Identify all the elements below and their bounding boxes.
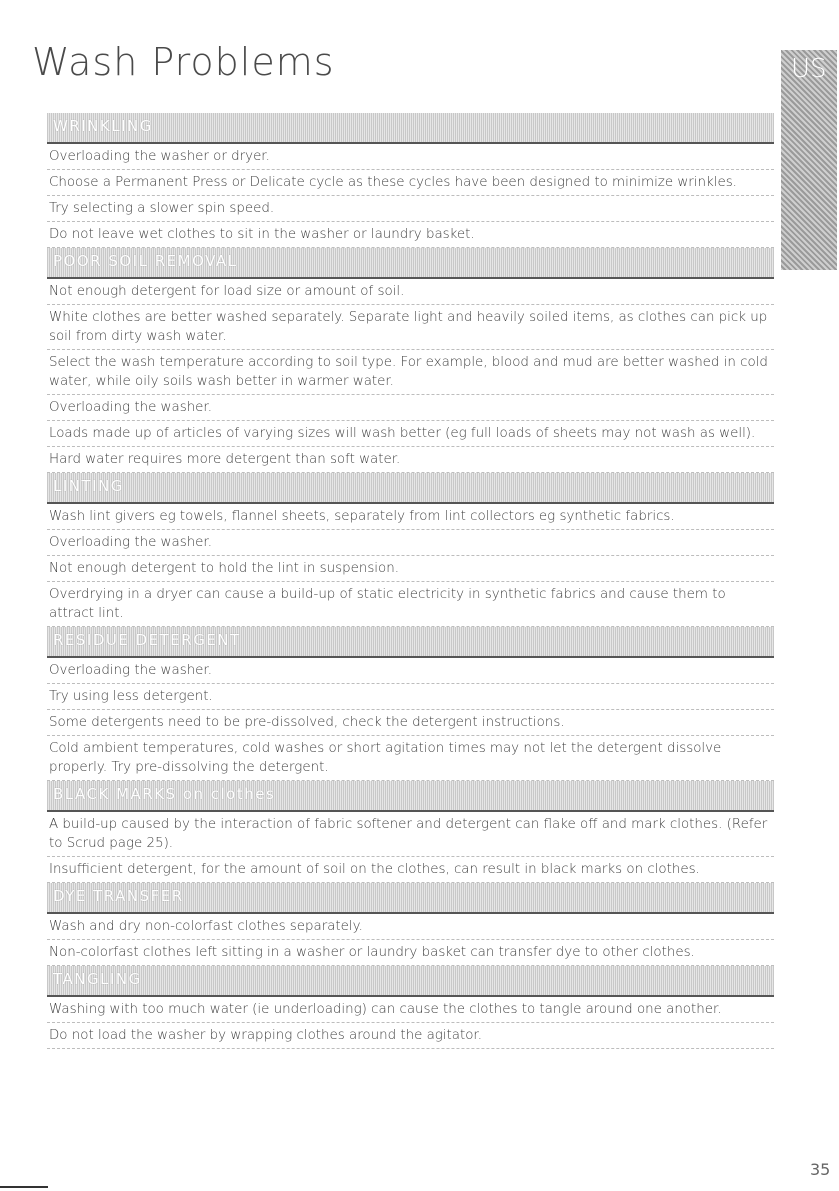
section-heading-label: DYE TRANSFER: [53, 887, 184, 905]
region-tab: [781, 50, 837, 270]
section-heading: [47, 473, 774, 504]
section-heading: [47, 113, 774, 144]
problem-item: Try selecting a slower spin speed.: [47, 196, 774, 222]
problem-item: Overloading the washer.: [47, 658, 774, 684]
problem-item: Washing with too much water (ie underloading) can cause the clothes to tangle around one another.: [47, 997, 774, 1023]
section-heading-label: BLACK MARKS on clothes: [53, 785, 276, 803]
region-tab-label: US: [791, 54, 827, 84]
problem-item: Do not load the washer by wrapping clothes around the agitator.: [47, 1023, 774, 1049]
problem-list: [47, 113, 774, 1049]
section-heading: [47, 966, 774, 997]
problem-item: Insufficient detergent, for the amount of soil on the clothes, can result in black marks on clothes.: [47, 857, 774, 883]
section-heading: [47, 883, 774, 914]
footer-rule: [0, 1186, 48, 1188]
problem-item: Overloading the washer or dryer.: [47, 144, 774, 170]
problem-item: Non-colorfast clothes left sitting in a washer or laundry basket can transfer dye to other clothes.: [47, 940, 774, 966]
problem-item: Some detergents need to be pre-dissolved, check the detergent instructions.: [47, 710, 774, 736]
problem-item: A build-up caused by the interaction of fabric softener and detergent can flake off and mark clothes. (Refer to Scrud page 25).: [47, 812, 774, 857]
section-heading: [47, 627, 774, 658]
section-heading: [47, 248, 774, 279]
problem-item: Cold ambient temperatures, cold washes or short agitation times may not let the detergent dissolve properly. Try pre-dissolving the detergent.: [47, 736, 774, 781]
page-number: 35: [810, 1160, 831, 1179]
section-heading-label: WRINKLING: [53, 117, 153, 135]
section-heading-label: RESIDUE DETERGENT: [53, 631, 241, 649]
problem-item: White clothes are better washed separately. Separate light and heavily soiled items, as clothes can pick up soil from dirty wash water.: [47, 305, 774, 350]
problem-item: Try using less detergent.: [47, 684, 774, 710]
problem-item: Select the wash temperature according to soil type. For example, blood and mud are better washed in cold water, while oily soils wash better in warmer water.: [47, 350, 774, 395]
problem-item: Not enough detergent to hold the lint in suspension.: [47, 556, 774, 582]
problem-item: Overdrying in a dryer can cause a build-up of static electricity in synthetic fabrics and cause them to attract lint.: [47, 582, 774, 627]
problem-item: Hard water requires more detergent than soft water.: [47, 447, 774, 473]
problem-item: Do not leave wet clothes to sit in the washer or laundry basket.: [47, 222, 774, 248]
section-heading-label: LINTING: [53, 477, 124, 495]
problem-item: Wash and dry non-colorfast clothes separately.: [47, 914, 774, 940]
problem-item: Not enough detergent for load size or amount of soil.: [47, 279, 774, 305]
problem-item: Wash lint givers eg towels, flannel sheets, separately from lint collectors eg synthetic fabrics.: [47, 504, 774, 530]
problem-item: Loads made up of articles of varying sizes will wash better (eg full loads of sheets may not wash as well).: [47, 421, 774, 447]
problem-item: Overloading the washer.: [47, 530, 774, 556]
section-heading: [47, 781, 774, 812]
page-title: Wash Problems: [32, 40, 335, 84]
problem-item: Overloading the washer.: [47, 395, 774, 421]
problem-item: Choose a Permanent Press or Delicate cycle as these cycles have been designed to minimize wrinkles.: [47, 170, 774, 196]
section-heading-label: TANGLING: [53, 970, 142, 988]
section-heading-label: POOR SOIL REMOVAL: [53, 252, 238, 270]
